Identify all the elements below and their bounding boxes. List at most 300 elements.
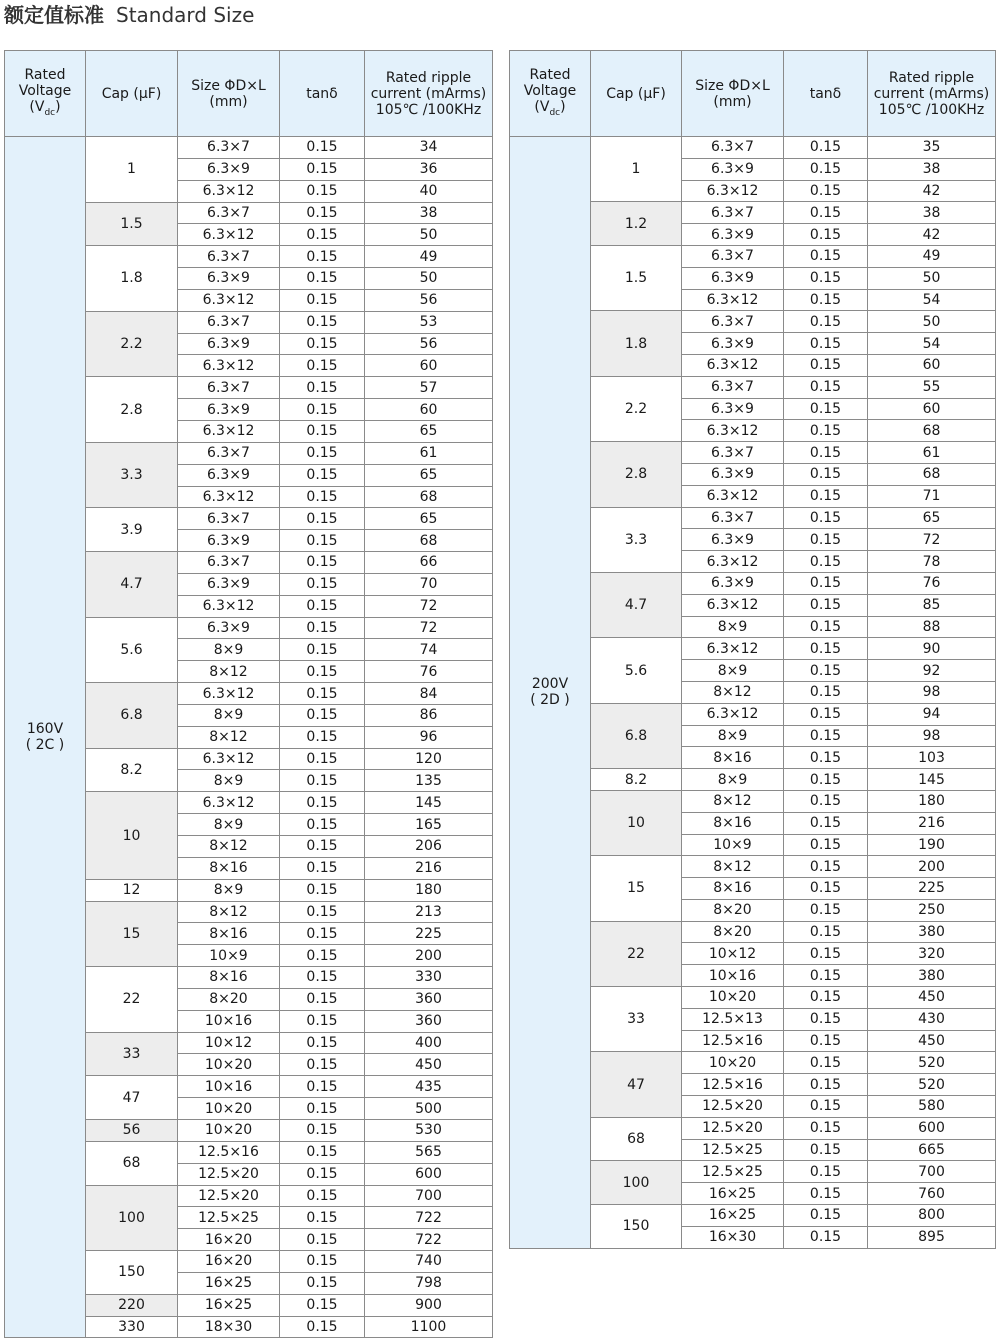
tan-cell: 0.15 xyxy=(784,202,868,224)
tan-cell: 0.15 xyxy=(784,572,868,594)
ripple-cell: 380 xyxy=(868,965,996,987)
size-cell: 6.3×12 xyxy=(178,289,280,311)
ripple-cell: 65 xyxy=(365,464,493,486)
size-cell: 16×25 xyxy=(178,1272,280,1294)
tan-cell: 0.15 xyxy=(784,442,868,464)
size-cell: 12.5×16 xyxy=(682,1074,784,1096)
tan-cell: 0.15 xyxy=(280,1294,365,1316)
ripple-cell: 61 xyxy=(365,442,493,464)
ripple-cell: 60 xyxy=(365,399,493,421)
cap-cell: 1.5 xyxy=(86,202,178,246)
size-cell: 16×25 xyxy=(178,1294,280,1316)
size-cell: 6.3×9 xyxy=(178,530,280,552)
size-cell: 12.5×20 xyxy=(682,1117,784,1139)
ripple-cell: 66 xyxy=(365,552,493,574)
size-cell: 6.3×7 xyxy=(178,311,280,333)
size-cell: 6.3×12 xyxy=(178,180,280,202)
ripple-cell: 895 xyxy=(868,1226,996,1248)
ripple-cell: 225 xyxy=(365,923,493,945)
ripple-cell: 68 xyxy=(868,463,996,485)
ripple-cell: 216 xyxy=(868,812,996,834)
size-cell: 8×12 xyxy=(682,790,784,812)
size-cell: 12.5×13 xyxy=(682,1008,784,1030)
ripple-cell: 78 xyxy=(868,551,996,573)
ripple-cell: 435 xyxy=(365,1076,493,1098)
cap-cell: 15 xyxy=(591,856,682,921)
ripple-cell: 98 xyxy=(868,725,996,747)
ripple-cell: 38 xyxy=(365,202,493,224)
header-size: Size ΦD×L (mm) xyxy=(682,51,784,137)
tan-cell: 0.15 xyxy=(280,901,365,923)
size-cell: 6.3×12 xyxy=(682,638,784,660)
size-cell: 6.3×9 xyxy=(682,267,784,289)
ripple-cell: 450 xyxy=(365,1054,493,1076)
tan-cell: 0.15 xyxy=(280,311,365,333)
ripple-cell: 722 xyxy=(365,1207,493,1229)
ripple-cell: 360 xyxy=(365,1010,493,1032)
cap-cell: 12 xyxy=(86,879,178,901)
size-cell: 6.3×12 xyxy=(682,289,784,311)
ripple-cell: 92 xyxy=(868,660,996,682)
tan-cell: 0.15 xyxy=(784,180,868,202)
size-cell: 6.3×12 xyxy=(178,792,280,814)
ripple-cell: 96 xyxy=(365,726,493,748)
size-cell: 12.5×20 xyxy=(178,1185,280,1207)
ripple-cell: 800 xyxy=(868,1205,996,1227)
tan-cell: 0.15 xyxy=(784,289,868,311)
cap-cell: 47 xyxy=(591,1052,682,1117)
ripple-cell: 180 xyxy=(365,879,493,901)
tan-cell: 0.15 xyxy=(784,1074,868,1096)
cap-cell: 33 xyxy=(86,1032,178,1076)
size-cell: 6.3×9 xyxy=(682,333,784,355)
ripple-cell: 145 xyxy=(868,769,996,791)
ripple-cell: 49 xyxy=(365,246,493,268)
tan-cell: 0.15 xyxy=(280,1032,365,1054)
header-ripple: Rated ripple current (mArms) 105℃ /100KHz xyxy=(868,51,996,137)
cap-cell: 1 xyxy=(591,137,682,202)
ripple-cell: 190 xyxy=(868,834,996,856)
size-cell: 10×12 xyxy=(178,1032,280,1054)
ripple-cell: 35 xyxy=(868,137,996,159)
tan-cell: 0.15 xyxy=(280,1163,365,1185)
tan-cell: 0.15 xyxy=(784,812,868,834)
tan-cell: 0.15 xyxy=(280,792,365,814)
ripple-cell: 330 xyxy=(365,967,493,989)
cap-cell: 6.8 xyxy=(591,703,682,768)
ripple-cell: 60 xyxy=(868,398,996,420)
size-cell: 6.3×9 xyxy=(682,572,784,594)
cap-cell: 5.6 xyxy=(591,638,682,703)
size-cell: 6.3×9 xyxy=(178,158,280,180)
size-cell: 8×9 xyxy=(178,639,280,661)
ripple-cell: 54 xyxy=(868,333,996,355)
ripple-cell: 360 xyxy=(365,988,493,1010)
ripple-cell: 500 xyxy=(365,1098,493,1120)
size-cell: 6.3×9 xyxy=(178,573,280,595)
tan-cell: 0.15 xyxy=(784,1161,868,1183)
tan-cell: 0.15 xyxy=(784,834,868,856)
ripple-cell: 103 xyxy=(868,747,996,769)
ripple-cell: 42 xyxy=(868,224,996,246)
size-cell: 10×16 xyxy=(178,1010,280,1032)
size-cell: 8×20 xyxy=(682,921,784,943)
header-tan: tanδ xyxy=(784,51,868,137)
tan-cell: 0.15 xyxy=(280,552,365,574)
header-rated-voltage: Rated Voltage $(V_{dc})$ xyxy=(5,51,86,137)
size-cell: 6.3×7 xyxy=(682,376,784,398)
cap-cell: 1.2 xyxy=(591,202,682,246)
tan-cell: 0.15 xyxy=(280,1185,365,1207)
tan-cell: 0.15 xyxy=(280,1141,365,1163)
size-cell: 6.3×9 xyxy=(682,224,784,246)
tan-cell: 0.15 xyxy=(784,354,868,376)
tan-cell: 0.15 xyxy=(280,1207,365,1229)
ripple-cell: 798 xyxy=(365,1272,493,1294)
ripple-cell: 40 xyxy=(365,180,493,202)
ripple-cell: 56 xyxy=(365,333,493,355)
ripple-cell: 86 xyxy=(365,704,493,726)
size-cell: 6.3×12 xyxy=(178,224,280,246)
ripple-cell: 94 xyxy=(868,703,996,725)
ripple-cell: 70 xyxy=(365,573,493,595)
size-cell: 8×12 xyxy=(178,901,280,923)
cap-cell: 5.6 xyxy=(86,617,178,683)
tan-cell: 0.15 xyxy=(280,945,365,967)
tan-cell: 0.15 xyxy=(784,616,868,638)
tan-cell: 0.15 xyxy=(280,420,365,442)
size-cell: 6.3×9 xyxy=(178,333,280,355)
ripple-cell: 60 xyxy=(365,355,493,377)
header-cap: Cap (μF) xyxy=(86,51,178,137)
cap-cell: 3.3 xyxy=(86,442,178,508)
table-body xyxy=(5,137,493,1338)
size-cell: 12.5×25 xyxy=(682,1161,784,1183)
size-cell: 8×12 xyxy=(178,836,280,858)
size-cell: 16×30 xyxy=(682,1226,784,1248)
tan-cell: 0.15 xyxy=(280,246,365,268)
tan-cell: 0.15 xyxy=(280,289,365,311)
tan-cell: 0.15 xyxy=(784,463,868,485)
ripple-cell: 38 xyxy=(868,158,996,180)
ripple-cell: 665 xyxy=(868,1139,996,1161)
tan-cell: 0.15 xyxy=(280,748,365,770)
size-cell: 6.3×12 xyxy=(682,354,784,376)
ripple-cell: 250 xyxy=(868,899,996,921)
size-cell: 10×20 xyxy=(178,1119,280,1141)
tan-cell: 0.15 xyxy=(784,921,868,943)
tan-cell: 0.15 xyxy=(784,158,868,180)
size-cell: 8×9 xyxy=(682,660,784,682)
tan-cell: 0.15 xyxy=(784,507,868,529)
ripple-cell: 57 xyxy=(365,377,493,399)
tan-cell: 0.15 xyxy=(784,224,868,246)
tan-cell: 0.15 xyxy=(784,398,868,420)
tan-cell: 0.15 xyxy=(280,530,365,552)
cap-cell: 2.8 xyxy=(86,377,178,443)
rated-voltage-cell xyxy=(510,137,591,1249)
ripple-cell: 54 xyxy=(868,289,996,311)
tan-cell: 0.15 xyxy=(280,1054,365,1076)
tan-cell: 0.15 xyxy=(280,399,365,421)
size-cell: 16×25 xyxy=(682,1205,784,1227)
ripple-cell: 225 xyxy=(868,878,996,900)
size-cell: 8×9 xyxy=(178,770,280,792)
ripple-cell: 145 xyxy=(365,792,493,814)
size-cell: 6.3×12 xyxy=(178,595,280,617)
tan-cell: 0.15 xyxy=(784,594,868,616)
size-cell: 6.3×7 xyxy=(682,311,784,333)
cap-cell: 6.8 xyxy=(86,683,178,749)
size-cell: 12.5×25 xyxy=(178,1207,280,1229)
header-cap: Cap (μF) xyxy=(591,51,682,137)
ripple-cell: 580 xyxy=(868,1096,996,1118)
size-cell: 6.3×12 xyxy=(178,486,280,508)
size-cell: 6.3×9 xyxy=(178,617,280,639)
cap-cell: 330 xyxy=(86,1316,178,1338)
size-cell: 12.5×16 xyxy=(682,1030,784,1052)
cap-cell: 68 xyxy=(86,1141,178,1185)
tan-cell: 0.15 xyxy=(784,1226,868,1248)
size-cell: 12.5×20 xyxy=(682,1096,784,1118)
tan-cell: 0.15 xyxy=(280,137,365,159)
spec-table-200v xyxy=(509,50,996,1249)
tan-cell: 0.15 xyxy=(280,726,365,748)
tan-cell: 0.15 xyxy=(784,899,868,921)
page-title-zh: 额定值标准 xyxy=(4,3,104,27)
tan-cell: 0.15 xyxy=(280,595,365,617)
tan-cell: 0.15 xyxy=(784,725,868,747)
size-cell: 6.3×7 xyxy=(682,202,784,224)
size-cell: 8×16 xyxy=(178,923,280,945)
cap-cell: 2.2 xyxy=(86,311,178,377)
tan-cell: 0.15 xyxy=(280,333,365,355)
cap-cell: 150 xyxy=(86,1251,178,1295)
ripple-cell: 520 xyxy=(868,1052,996,1074)
tan-cell: 0.15 xyxy=(280,1229,365,1251)
ripple-cell: 216 xyxy=(365,857,493,879)
tan-cell: 0.15 xyxy=(280,814,365,836)
ripple-cell: 55 xyxy=(868,376,996,398)
tan-cell: 0.15 xyxy=(784,1096,868,1118)
ripple-cell: 65 xyxy=(365,420,493,442)
ripple-cell: 120 xyxy=(365,748,493,770)
ripple-cell: 42 xyxy=(868,180,996,202)
size-cell: 6.3×7 xyxy=(682,442,784,464)
page-title-en: Standard Size xyxy=(116,3,255,27)
ripple-cell: 760 xyxy=(868,1183,996,1205)
size-cell: 8×9 xyxy=(178,704,280,726)
tan-cell: 0.15 xyxy=(280,683,365,705)
size-cell: 8×16 xyxy=(178,857,280,879)
cap-cell: 33 xyxy=(591,987,682,1052)
table-row xyxy=(510,137,996,159)
ripple-cell: 38 xyxy=(868,202,996,224)
tan-cell: 0.15 xyxy=(280,464,365,486)
tan-cell: 0.15 xyxy=(784,790,868,812)
size-cell: 10×20 xyxy=(682,1052,784,1074)
cap-cell: 10 xyxy=(86,792,178,879)
tan-cell: 0.15 xyxy=(784,638,868,660)
size-cell: 10×9 xyxy=(682,834,784,856)
size-cell: 8×12 xyxy=(178,661,280,683)
ripple-cell: 85 xyxy=(868,594,996,616)
ripple-cell: 200 xyxy=(365,945,493,967)
tan-cell: 0.15 xyxy=(280,202,365,224)
tan-cell: 0.15 xyxy=(784,267,868,289)
size-cell: 8×16 xyxy=(178,967,280,989)
cap-cell: 100 xyxy=(86,1185,178,1251)
ripple-cell: 430 xyxy=(868,1008,996,1030)
tan-cell: 0.15 xyxy=(280,224,365,246)
size-cell: 16×20 xyxy=(178,1229,280,1251)
tan-cell: 0.15 xyxy=(784,878,868,900)
size-cell: 6.3×12 xyxy=(682,420,784,442)
tan-cell: 0.15 xyxy=(784,660,868,682)
ripple-cell: 520 xyxy=(868,1074,996,1096)
size-cell: 12.5×16 xyxy=(178,1141,280,1163)
tan-cell: 0.15 xyxy=(280,1010,365,1032)
tan-cell: 0.15 xyxy=(280,158,365,180)
ripple-cell: 74 xyxy=(365,639,493,661)
voltage-code: ( 2D ) xyxy=(530,692,570,709)
size-cell: 6.3×7 xyxy=(682,245,784,267)
tan-cell: 0.15 xyxy=(280,1316,365,1338)
tan-cell: 0.15 xyxy=(784,1183,868,1205)
tan-cell: 0.15 xyxy=(280,442,365,464)
size-cell: 8×9 xyxy=(682,769,784,791)
ripple-cell: 180 xyxy=(868,790,996,812)
ripple-cell: 72 xyxy=(868,529,996,551)
spec-table-160v xyxy=(4,50,493,1338)
cap-cell: 68 xyxy=(591,1117,682,1161)
size-cell: 8×12 xyxy=(682,681,784,703)
tan-cell: 0.15 xyxy=(280,1119,365,1141)
ripple-cell: 65 xyxy=(365,508,493,530)
tan-cell: 0.15 xyxy=(784,703,868,725)
tan-cell: 0.15 xyxy=(784,333,868,355)
tan-cell: 0.15 xyxy=(280,617,365,639)
cap-cell: 4.7 xyxy=(86,552,178,618)
tan-cell: 0.15 xyxy=(784,137,868,159)
size-cell: 8×9 xyxy=(682,616,784,638)
size-cell: 6.3×7 xyxy=(682,507,784,529)
tan-cell: 0.15 xyxy=(280,180,365,202)
ripple-cell: 1100 xyxy=(365,1316,493,1338)
size-cell: 10×16 xyxy=(682,965,784,987)
ripple-cell: 36 xyxy=(365,158,493,180)
tan-cell: 0.15 xyxy=(784,965,868,987)
ripple-cell: 530 xyxy=(365,1119,493,1141)
ripple-cell: 50 xyxy=(868,311,996,333)
cap-cell: 15 xyxy=(86,901,178,967)
cap-cell: 2.8 xyxy=(591,442,682,507)
header-ripple: Rated ripple current (mArms) 105℃ /100KHz xyxy=(365,51,493,137)
header-size: Size ΦD×L (mm) xyxy=(178,51,280,137)
rated-voltage-value: 200V xyxy=(531,676,569,693)
page-title xyxy=(4,2,254,30)
size-cell: 6.3×7 xyxy=(178,202,280,224)
size-cell: 10×20 xyxy=(178,1098,280,1120)
ripple-cell: 320 xyxy=(868,943,996,965)
tan-cell: 0.15 xyxy=(784,376,868,398)
ripple-cell: 88 xyxy=(868,616,996,638)
cap-cell: 22 xyxy=(86,967,178,1033)
size-cell: 6.3×7 xyxy=(682,137,784,159)
cap-cell: 220 xyxy=(86,1294,178,1316)
ripple-cell: 76 xyxy=(365,661,493,683)
tan-cell: 0.15 xyxy=(280,836,365,858)
size-cell: 16×20 xyxy=(178,1251,280,1273)
ripple-cell: 61 xyxy=(868,442,996,464)
cap-cell: 56 xyxy=(86,1119,178,1141)
ripple-cell: 200 xyxy=(868,856,996,878)
size-cell: 10×20 xyxy=(682,987,784,1009)
voltage-code: ( 2C ) xyxy=(25,737,65,754)
tan-cell: 0.15 xyxy=(784,551,868,573)
rated-voltage-value: 160V xyxy=(26,721,64,738)
tan-cell: 0.15 xyxy=(784,1052,868,1074)
ripple-cell: 565 xyxy=(365,1141,493,1163)
size-cell: 6.3×9 xyxy=(682,463,784,485)
size-cell: 6.3×9 xyxy=(178,464,280,486)
tan-cell: 0.15 xyxy=(280,508,365,530)
tan-cell: 0.15 xyxy=(784,1030,868,1052)
tan-cell: 0.15 xyxy=(784,987,868,1009)
size-cell: 18×30 xyxy=(178,1316,280,1338)
tan-cell: 0.15 xyxy=(280,639,365,661)
cap-cell: 8.2 xyxy=(86,748,178,792)
tan-cell: 0.15 xyxy=(784,747,868,769)
size-cell: 6.3×7 xyxy=(178,552,280,574)
cap-cell: 10 xyxy=(591,790,682,855)
cap-cell: 47 xyxy=(86,1076,178,1120)
ripple-cell: 68 xyxy=(868,420,996,442)
ripple-cell: 450 xyxy=(868,1030,996,1052)
size-cell: 10×16 xyxy=(178,1076,280,1098)
ripple-cell: 60 xyxy=(868,354,996,376)
ripple-cell: 68 xyxy=(365,486,493,508)
size-cell: 8×9 xyxy=(178,879,280,901)
cap-cell: 1.8 xyxy=(86,246,178,312)
rated-voltage-cell xyxy=(5,137,86,1338)
tan-cell: 0.15 xyxy=(280,879,365,901)
ripple-cell: 98 xyxy=(868,681,996,703)
tan-cell: 0.15 xyxy=(784,311,868,333)
tan-cell: 0.15 xyxy=(280,661,365,683)
cap-cell: 1.5 xyxy=(591,245,682,310)
ripple-cell: 700 xyxy=(365,1185,493,1207)
header-rated-voltage: Rated Voltage $(V_{dc})$ xyxy=(510,51,591,137)
table-row xyxy=(5,137,493,159)
ripple-cell: 206 xyxy=(365,836,493,858)
tan-cell: 0.15 xyxy=(280,377,365,399)
size-cell: 10×12 xyxy=(682,943,784,965)
tan-cell: 0.15 xyxy=(784,485,868,507)
size-cell: 6.3×7 xyxy=(178,508,280,530)
size-cell: 6.3×9 xyxy=(682,529,784,551)
cap-cell: 2.2 xyxy=(591,376,682,441)
size-cell: 12.5×20 xyxy=(178,1163,280,1185)
ripple-cell: 722 xyxy=(365,1229,493,1251)
tan-cell: 0.15 xyxy=(280,1098,365,1120)
cap-cell: 8.2 xyxy=(591,769,682,791)
size-cell: 8×16 xyxy=(682,878,784,900)
ripple-cell: 600 xyxy=(868,1117,996,1139)
tan-cell: 0.15 xyxy=(280,355,365,377)
size-cell: 6.3×12 xyxy=(178,748,280,770)
ripple-cell: 450 xyxy=(868,987,996,1009)
